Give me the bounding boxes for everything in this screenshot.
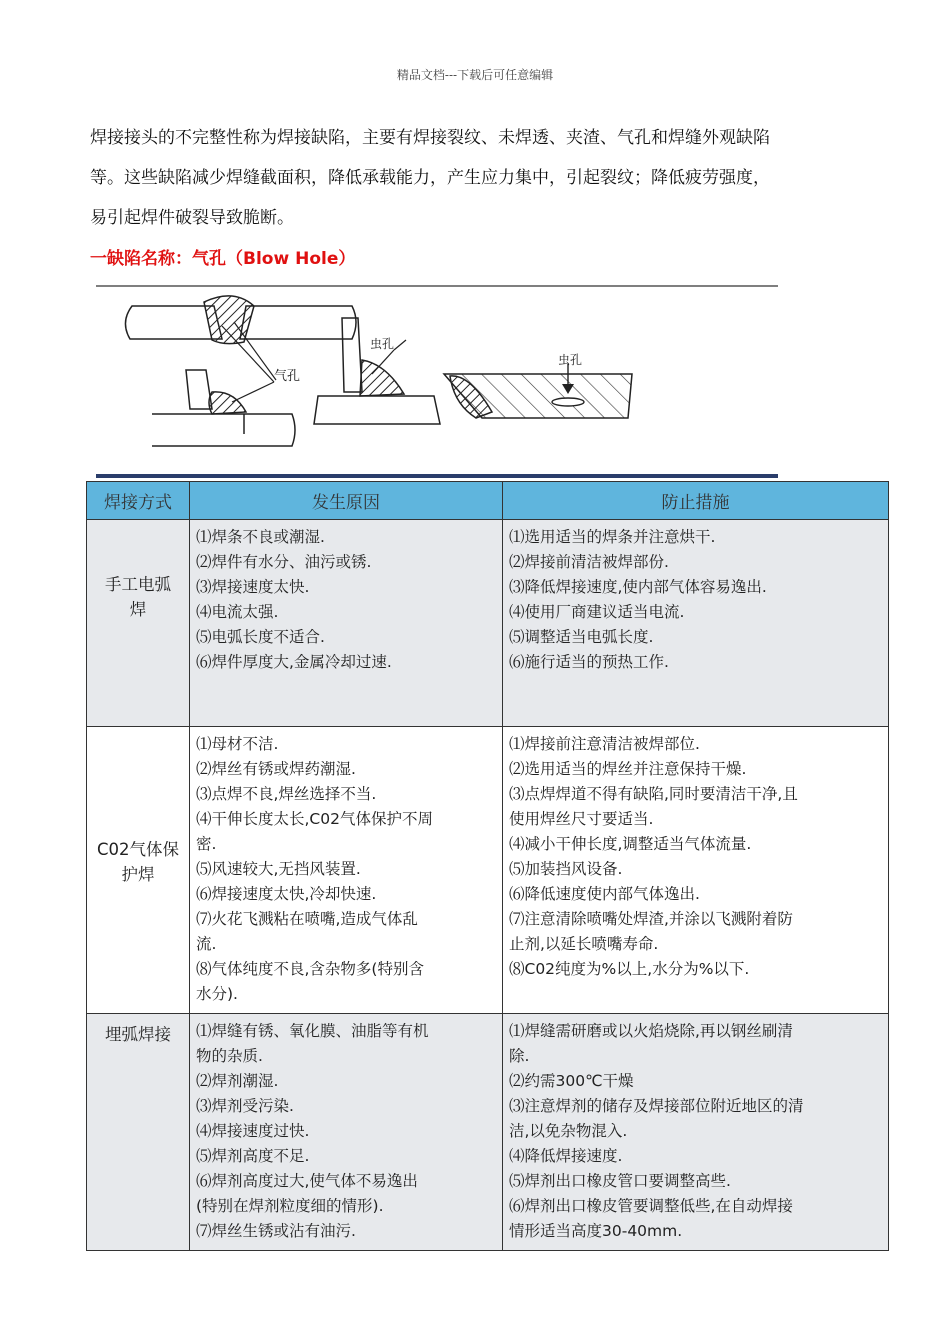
intro-paragraph — [90, 118, 870, 238]
table-row — [87, 727, 889, 1014]
cause-item: ⑹焊接速度太快,冷却快速. — [196, 885, 377, 903]
measure-item: ⑴选用适当的焊条并注意烘干. — [509, 528, 716, 546]
table-row — [87, 520, 889, 727]
measure-item: ⑴焊接前注意清洁被焊部位. — [509, 735, 700, 753]
weld-bead — [360, 360, 404, 396]
column-header: 焊接方式 — [87, 482, 190, 520]
method-text: 手工电弧 — [105, 575, 171, 594]
measure-item: ⑷降低焊接速度. — [509, 1147, 623, 1165]
figure-label: 虫孔 — [370, 337, 395, 351]
measure-item: 除. — [509, 1047, 530, 1065]
measure-item: ⑷减小干伸长度,调整适当气体流量. — [509, 835, 752, 853]
cause-item: ⑹焊件厚度大,金属冷却过速. — [196, 653, 392, 671]
intro-line: 焊接接头的不完整性称为焊接缺陷，主要有焊接裂纹、未焊透、夹渣、气孔和焊缝外观缺陷 — [90, 128, 770, 148]
cause-item: ⑺火花飞溅粘在喷嘴,造成气体乱 — [196, 910, 418, 928]
measure-item: ⑴焊缝需研磨或以火焰烧除,再以钢丝刷清 — [509, 1022, 793, 1040]
measure-item: ⑹焊剂出口橡皮管要调整低些,在自动焊接 — [509, 1197, 793, 1215]
measure-item: ⑹施行适当的预热工作. — [509, 653, 669, 671]
method-text: 焊 — [129, 600, 147, 619]
table-header-row — [87, 482, 889, 520]
measure-item: 止剂,以延长喷嘴寿命. — [509, 935, 659, 953]
measures-cell — [503, 1014, 889, 1251]
cause-item: ⑵焊剂潮湿. — [196, 1072, 279, 1090]
method-cell — [87, 1014, 190, 1251]
cause-item: ⑸焊剂高度不足. — [196, 1147, 310, 1165]
cause-item: 流. — [196, 935, 217, 953]
cause-item: ⑵焊件有水分、油污或锈. — [196, 553, 372, 571]
cause-item: ⑵焊丝有锈或焊药潮湿. — [196, 760, 356, 778]
cause-item: 水分). — [196, 985, 238, 1003]
cause-item: ⑷焊接速度过快. — [196, 1122, 310, 1140]
measure-item: ⑵焊接前清洁被焊部份. — [509, 553, 669, 571]
measures-cell — [503, 520, 889, 727]
cause-item: ⑶焊接速度太快. — [196, 578, 310, 596]
causes-cell — [190, 1014, 503, 1251]
cause-item: ⑻气体纯度不良,含杂物多(特别含 — [196, 960, 424, 978]
cause-item: ⑺焊丝生锈或沾有油污. — [196, 1222, 356, 1240]
measure-item: ⑻C02纯度为%以上,水分为%以下. — [509, 960, 750, 978]
method-text: 护焊 — [121, 865, 155, 884]
table-row — [87, 1014, 889, 1251]
method-text: C02气体保 — [96, 840, 180, 859]
measure-item: ⑸调整适当电弧长度. — [509, 628, 654, 646]
measure-item: 洁,以免杂物混入. — [509, 1122, 628, 1140]
causes-cell — [190, 727, 503, 1014]
measure-item: 使用焊丝尺寸要适当. — [509, 810, 654, 828]
cause-item: ⑷电流太强. — [196, 603, 279, 621]
cause-item: ⑶焊剂受污染. — [196, 1097, 294, 1115]
cause-item: ⑴焊条不良或潮湿. — [196, 528, 325, 546]
measure-item: ⑵选用适当的焊丝并注意保持干燥. — [509, 760, 747, 778]
measures-cell — [503, 727, 889, 1014]
measure-item: ⑶降低焊接速度,使内部气体容易逸出. — [509, 578, 767, 596]
worm-hole — [552, 398, 584, 406]
cause-item: ⑸风速较大,无挡风装置. — [196, 860, 361, 878]
measure-item: 情形适当高度30-40mm. — [509, 1222, 683, 1240]
cause-item: ⑴焊缝有锈、氧化膜、油脂等有机 — [196, 1022, 429, 1040]
measure-item: ⑶点焊焊道不得有缺陷,同时要清洁干净,且 — [509, 785, 798, 803]
cause-item: (特别在焊剂粒度细的情形). — [196, 1197, 384, 1215]
intro-line: 易引起焊件破裂导致脆断。 — [90, 208, 294, 228]
page-header: 精品文档---下载后可任意编辑 — [396, 68, 554, 82]
cause-item: ⑸电弧长度不适合. — [196, 628, 325, 646]
measure-item: ⑹降低速度使内部气体逸出. — [509, 885, 700, 903]
figure-label: 虫孔 — [558, 353, 583, 367]
section-title: 一缺陷名称：气孔（Blow Hole） — [90, 249, 356, 269]
method-text: 埋弧焊接 — [105, 1025, 171, 1044]
measure-item: ⑵约需300℃干燥 — [509, 1072, 634, 1090]
measure-item: ⑸加装挡风设备. — [509, 860, 623, 878]
intro-line: 等。这些缺陷减少焊缝截面积，降低承载能力，产生应力集中，引起裂纹；降低疲劳强度， — [90, 168, 770, 188]
blow-hole-figure — [94, 284, 780, 480]
cause-item: 密. — [196, 835, 217, 853]
column-header: 防止措施 — [503, 482, 889, 520]
method-cell — [87, 520, 190, 727]
cause-item: ⑴母材不洁. — [196, 735, 279, 753]
cause-item: ⑷干伸长度太长,C02气体保护不周 — [196, 810, 433, 828]
measure-item: ⑶注意焊剂的储存及焊接部位附近地区的清 — [509, 1097, 804, 1115]
measure-item: ⑷使用厂商建议适当电流. — [509, 603, 685, 621]
weld-bead — [204, 296, 254, 344]
defect-table — [86, 481, 889, 1251]
cause-item: ⑶点焊不良,焊丝选择不当. — [196, 785, 377, 803]
method-cell — [87, 727, 190, 1014]
cause-item: 物的杂质. — [196, 1047, 263, 1065]
measure-item: ⑺注意清除喷嘴处焊渣,并涂以飞溅附着防 — [509, 910, 793, 928]
weld-bead — [209, 392, 246, 414]
measure-item: ⑸焊剂出口橡皮管口要调整高些. — [509, 1172, 731, 1190]
causes-cell — [190, 520, 503, 727]
column-header: 发生原因 — [190, 482, 503, 520]
cause-item: ⑹焊剂高度过大,使气体不易逸出 — [196, 1172, 418, 1190]
figure-label: 气孔 — [274, 369, 301, 384]
